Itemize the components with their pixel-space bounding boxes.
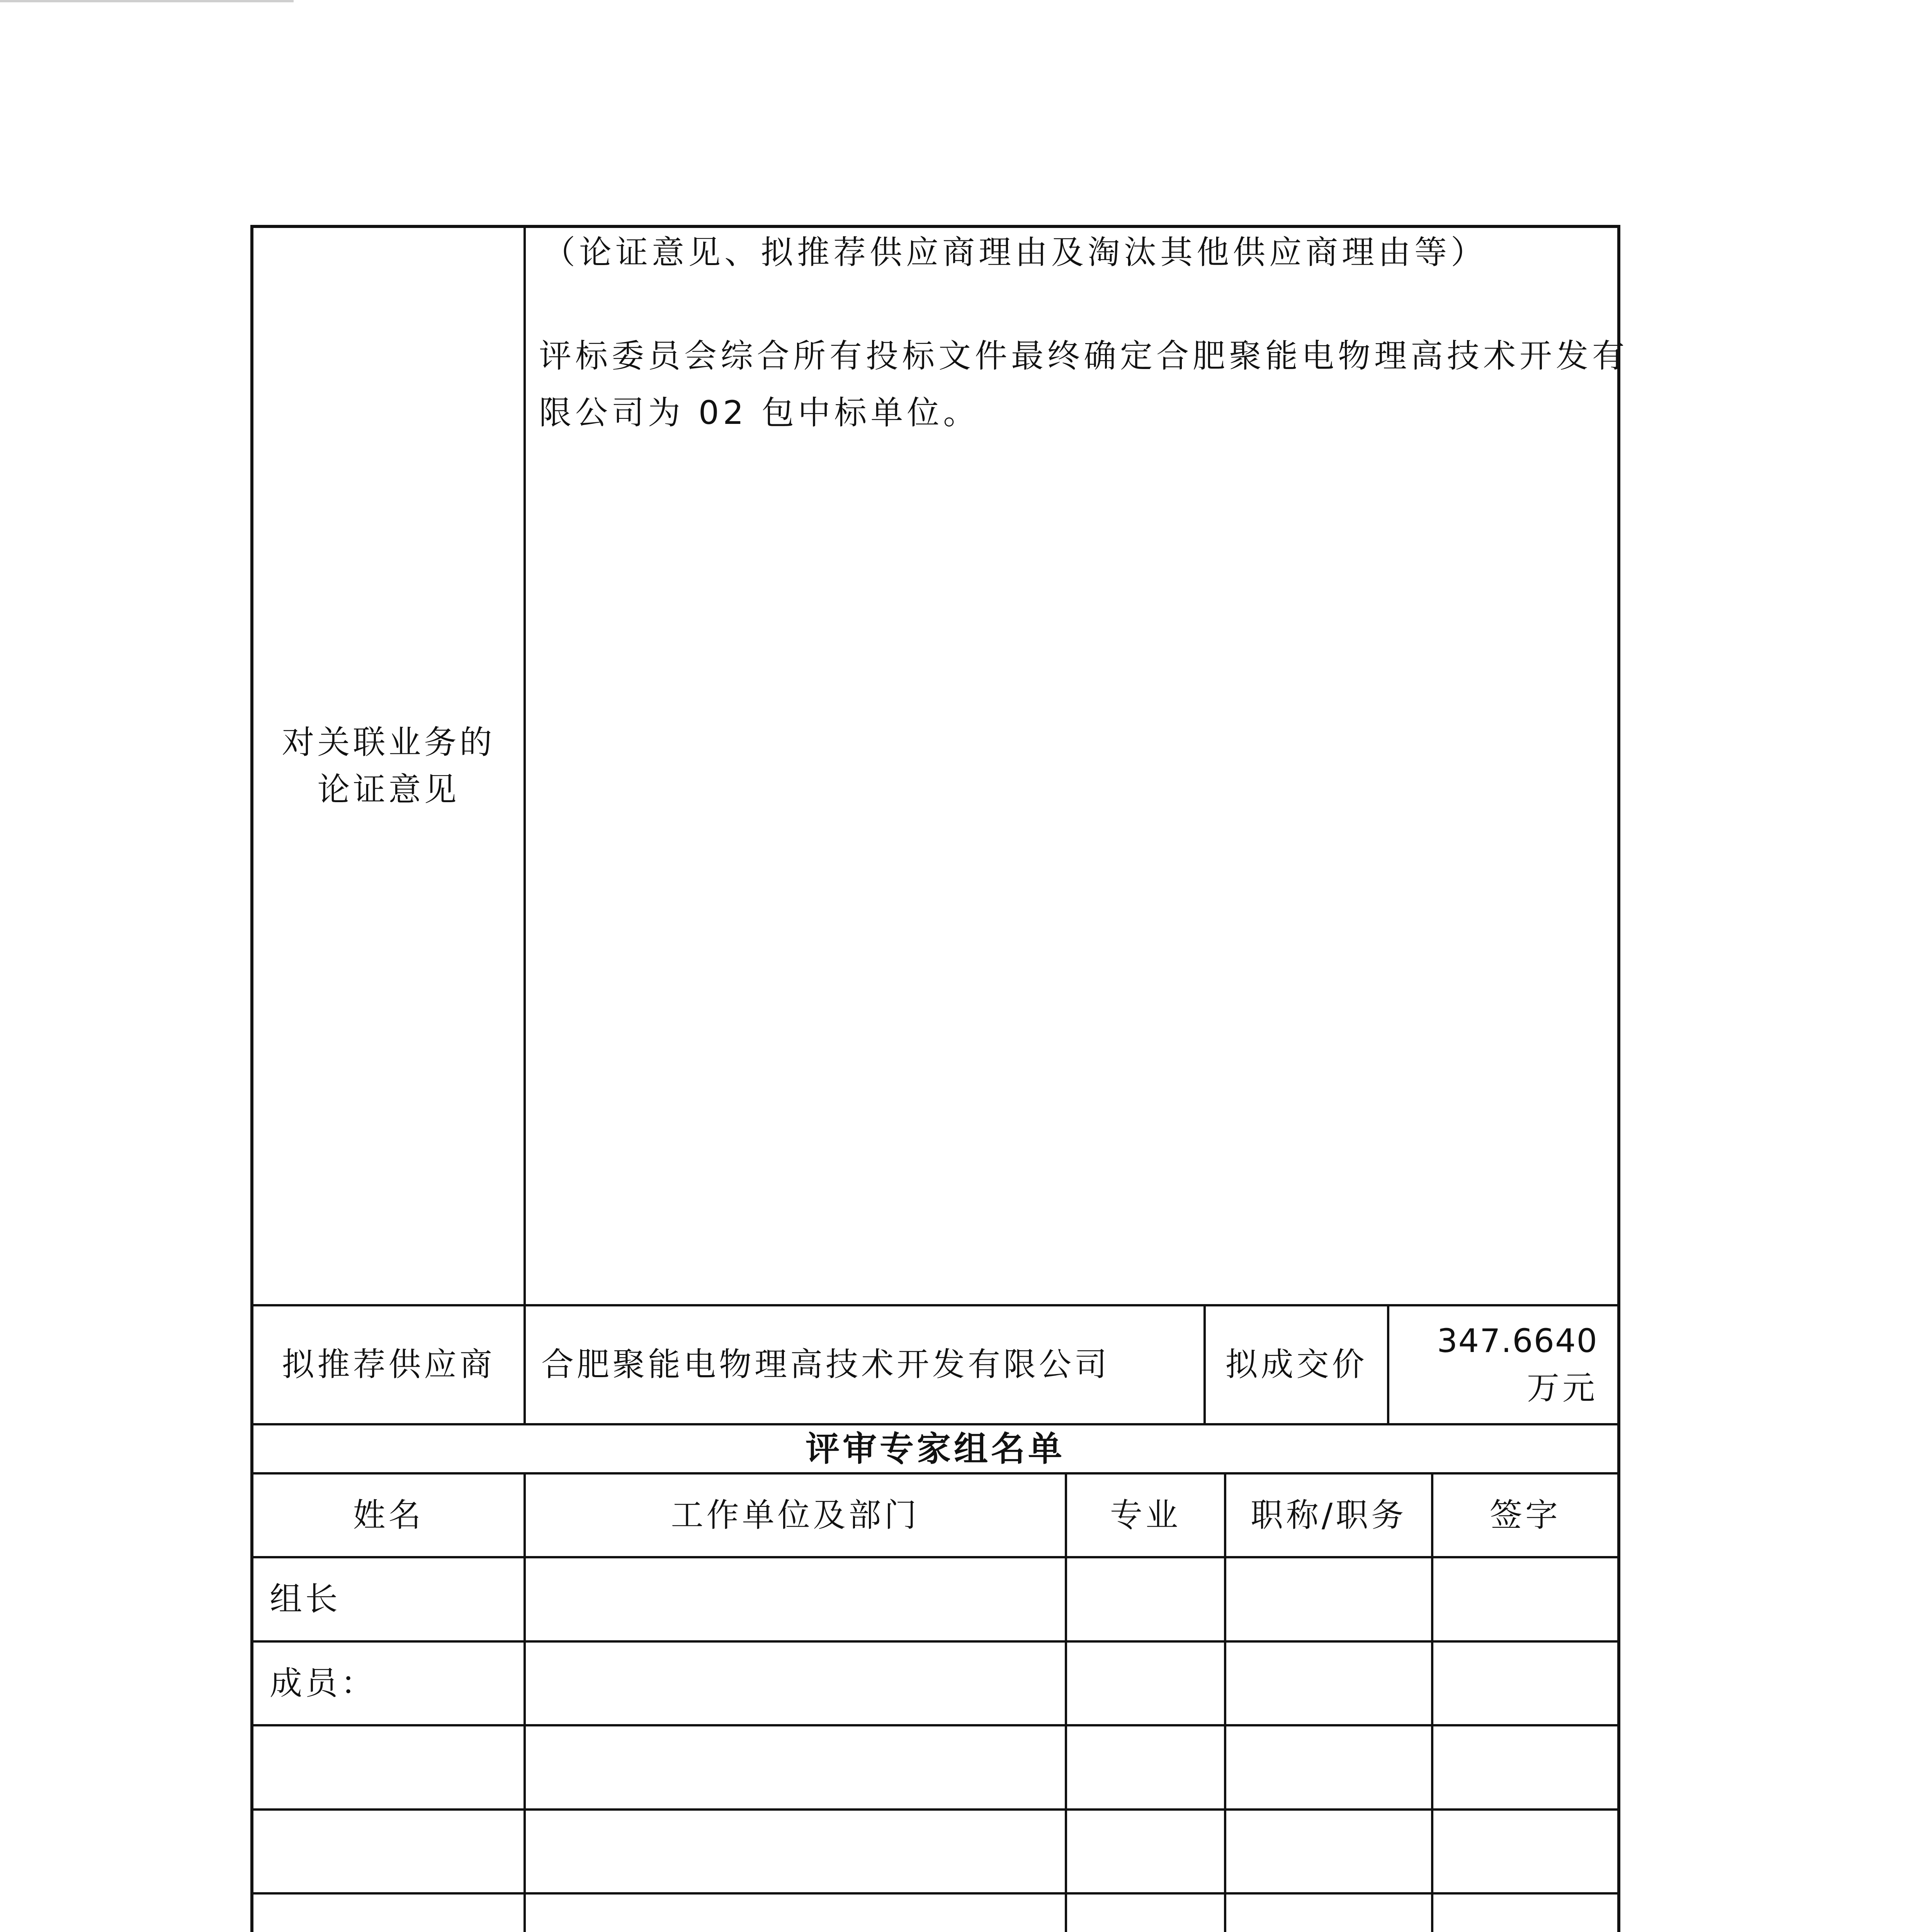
rule-v-label-top (524, 225, 526, 1424)
opinion-label (253, 228, 524, 1304)
opinion-label-line1: 对关联业务的 (282, 723, 495, 761)
price-value: 347.6640 (1437, 1322, 1598, 1360)
price-value-cell (1389, 1306, 1617, 1423)
rule-h7 (250, 1808, 1620, 1811)
col-header-unit: 工作单位及部门 (671, 1496, 920, 1534)
scan-artifact (0, 0, 294, 2)
price-unit: 万元 (1526, 1369, 1598, 1407)
col-header-title: 职称/职务 (1250, 1496, 1407, 1534)
opinion-label-line2: 论证意见 (317, 770, 460, 808)
opinion-text-line2: 限公司为 02 包中标单位。 (539, 394, 980, 432)
leader-label: 组长 (270, 1580, 341, 1618)
opinion-hint: （论证意见、拟推荐供应商理由及淘汰其他供应商理由等） (543, 233, 1487, 271)
col-header-signature: 签字 (1489, 1496, 1561, 1534)
opinion-text-line1: 评标委员会综合所有投标文件最终确定合肥聚能电物理高技术开发有 (539, 337, 1629, 375)
members-label: 成员： (270, 1664, 377, 1702)
rule-h6 (250, 1724, 1620, 1726)
col-header-name: 姓名 (353, 1496, 424, 1534)
experts-title: 评审专家组名单 (805, 1429, 1065, 1469)
col-header-major: 专业 (1110, 1496, 1181, 1534)
supplier-label: 拟推荐供应商 (282, 1345, 495, 1384)
rule-h8 (250, 1892, 1620, 1895)
price-label: 拟成交价 (1225, 1345, 1368, 1384)
supplier-value: 合肥聚能电物理高技术开发有限公司 (541, 1345, 1110, 1384)
